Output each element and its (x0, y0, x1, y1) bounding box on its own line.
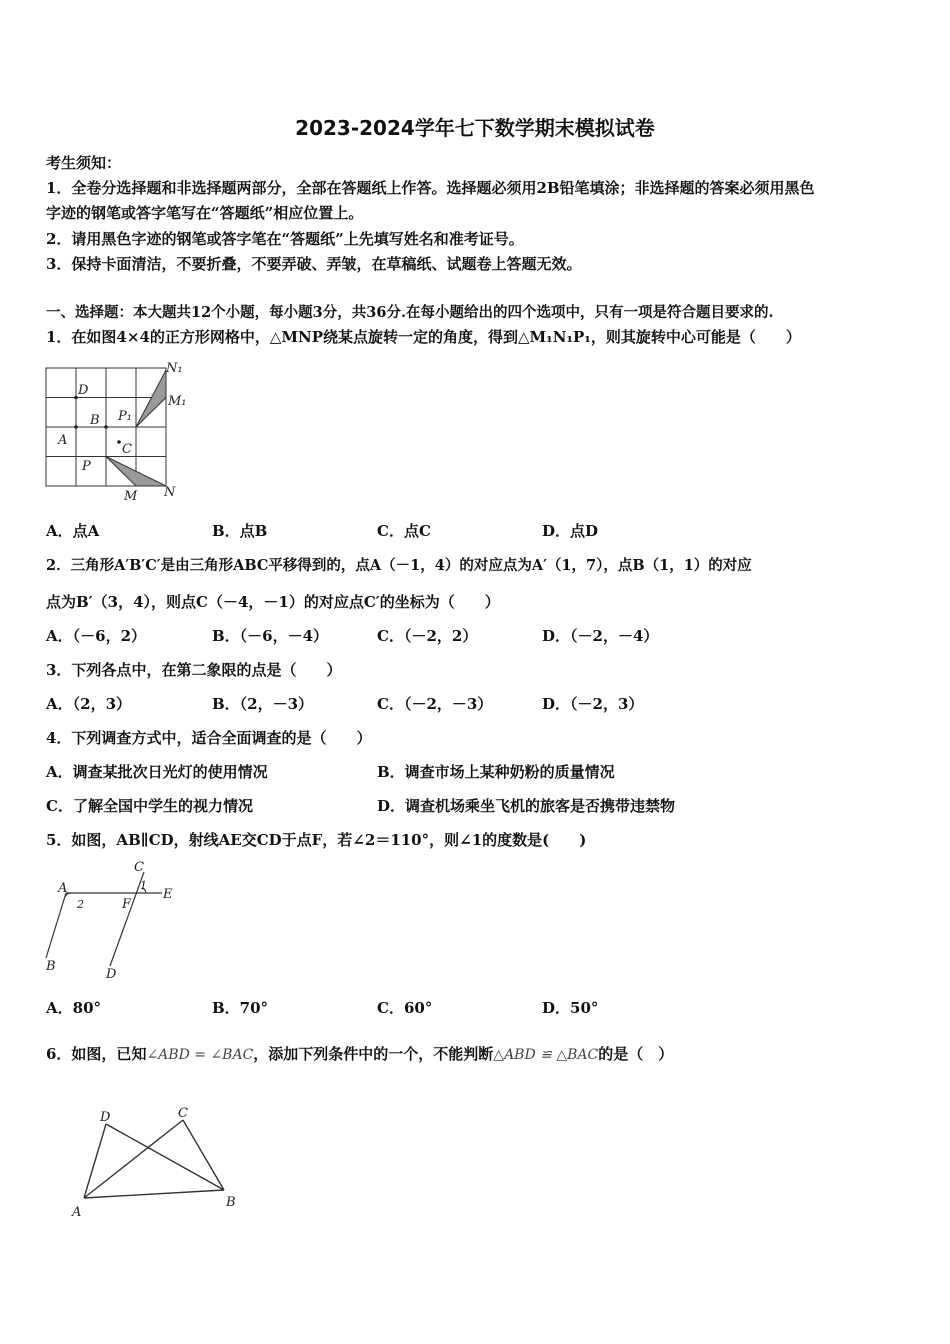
label-a: A (58, 881, 68, 896)
q6-math-congruence: △ABD ≌ △BAC (493, 1047, 599, 1063)
q2-stem-line-2: 点为B′（3，4），则点C（－4，－1）的对应点C′的坐标为（ ） (46, 593, 500, 611)
q1-option-a[interactable]: A．点A (46, 522, 100, 540)
q4-option-a[interactable]: A．调查某批次日光灯的使用情况 (46, 763, 268, 781)
q3-stem: 3．下列各点中，在第二象限的点是（ ） (46, 661, 342, 679)
label-n1: N₁ (166, 361, 183, 376)
q3-option-b[interactable]: B．（2，－3） (212, 695, 314, 713)
q2-option-a[interactable]: A．（－6，2） (46, 627, 147, 645)
q3-option-d[interactable]: D．（－2，3） (542, 695, 644, 713)
q5-option-a[interactable]: A．80° (46, 999, 102, 1017)
q5-parallel-lines-figure (40, 858, 190, 982)
line-ab (46, 893, 66, 958)
q1-grid-figure (40, 360, 200, 505)
label-angle-1: 1 (140, 879, 147, 892)
q1-option-d[interactable]: D．点D (542, 522, 599, 540)
q1-option-b[interactable]: B．点B (212, 522, 268, 540)
q2-option-c[interactable]: C．（－2，2） (377, 627, 478, 645)
q2-stem-line-1: 2．三角形A′B′C′是由三角形ABC平移得到的，点A（－1，4）的对应点为A′（1，7），点B（1，1）的对应 (46, 557, 752, 574)
triangle-m1n1p1 (136, 370, 166, 427)
label-c: C (178, 1106, 188, 1121)
label-n: N (164, 485, 176, 500)
q3-option-c[interactable]: C．（－2，－3） (377, 695, 493, 713)
label-d: D (100, 1110, 111, 1125)
point-a (74, 425, 78, 429)
label-c: C (134, 860, 144, 875)
q6-math-angle-equality: ∠ABD = ∠BAC (146, 1047, 254, 1063)
segment-ab (84, 1190, 224, 1198)
q4-option-c[interactable]: C．了解全国中学生的视力情况 (46, 797, 253, 815)
q5-option-b[interactable]: B．70° (212, 999, 269, 1017)
q4-option-d[interactable]: D．调查机场乘坐飞机的旅客是否携带违禁物 (377, 797, 676, 815)
label-f: F (122, 897, 132, 912)
label-a: A (72, 1205, 82, 1220)
page-title: 2023-2024学年七下数学期末模拟试卷 (295, 116, 655, 140)
q1-option-c[interactable]: C．点C (377, 522, 431, 540)
q6-stem (46, 1043, 673, 1064)
segment-ad (84, 1124, 106, 1198)
q5-option-d[interactable]: D．50° (542, 999, 599, 1017)
label-e: E (163, 887, 173, 902)
q4-option-b[interactable]: B．调查市场上某种奶粉的质量情况 (377, 763, 615, 781)
q5-stem: 5．如图，AB∥CD，射线AE交CD于点F，若∠2＝110°，则∠1的度数是( ) (46, 831, 587, 849)
label-d: D (78, 383, 89, 398)
q6-stem-post: 的是（ ） (598, 1045, 674, 1063)
label-m: M (124, 489, 138, 504)
q6-triangles-figure (66, 1100, 246, 1224)
label-angle-2: 2 (77, 898, 84, 911)
segment-cb (183, 1120, 224, 1190)
q3-option-a[interactable]: A．（2，3） (46, 695, 132, 713)
line-cd (110, 872, 144, 966)
q1-stem: 1．在如图4×4的正方形网格中，△MNP绕某点旋转一定的角度，得到△M₁N₁P₁，则其旋转中心可能是（ ） (46, 328, 801, 346)
point-b (104, 425, 108, 429)
label-m1: M₁ (168, 394, 187, 409)
q4-stem: 4．下列调查方式中，适合全面调查的是（ ） (46, 729, 372, 747)
label-b: B (90, 413, 100, 428)
notice-item-2: 2．请用黑色字迹的钢笔或答字笔在“答题纸”上先填写姓名和准考证号。 (46, 230, 524, 248)
q6-stem-pre: 6．如图，已知 (46, 1045, 147, 1063)
notice-item-3: 3．保持卡面清洁，不要折叠，不要弄破、弄皱，在草稿纸、试题卷上答题无效。 (46, 255, 582, 273)
q6-stem-mid: ，添加下列条件中的一个，不能判断 (253, 1045, 494, 1063)
q2-option-d[interactable]: D．（－2，－4） (542, 627, 659, 645)
notice-item-1-line-2: 字迹的钢笔或答字笔写在“答题纸”相应位置上。 (46, 204, 364, 222)
section-heading: 一、选择题：本大题共12个小题，每小题3分，共36分.在每小题给出的四个选项中，只有一项是符合题目要求的. (46, 304, 774, 321)
q5-option-c[interactable]: C．60° (377, 999, 433, 1017)
label-p1: P₁ (118, 409, 132, 424)
notice-heading: 考生须知： (46, 154, 122, 172)
q2-option-b[interactable]: B．（－6，－4） (212, 627, 329, 645)
point-c (117, 440, 121, 444)
label-b: B (46, 959, 56, 974)
label-p: P (82, 459, 91, 474)
label-d: D (106, 967, 117, 982)
label-c: C (122, 442, 132, 457)
label-b: B (226, 1195, 236, 1210)
notice-item-1-line-1: 1．全卷分选择题和非选择题两部分，全部在答题纸上作答。选择题必须用2B铅笔填涂；非选择题的答案必须用黑色 (46, 179, 815, 197)
label-a: A (58, 433, 68, 448)
